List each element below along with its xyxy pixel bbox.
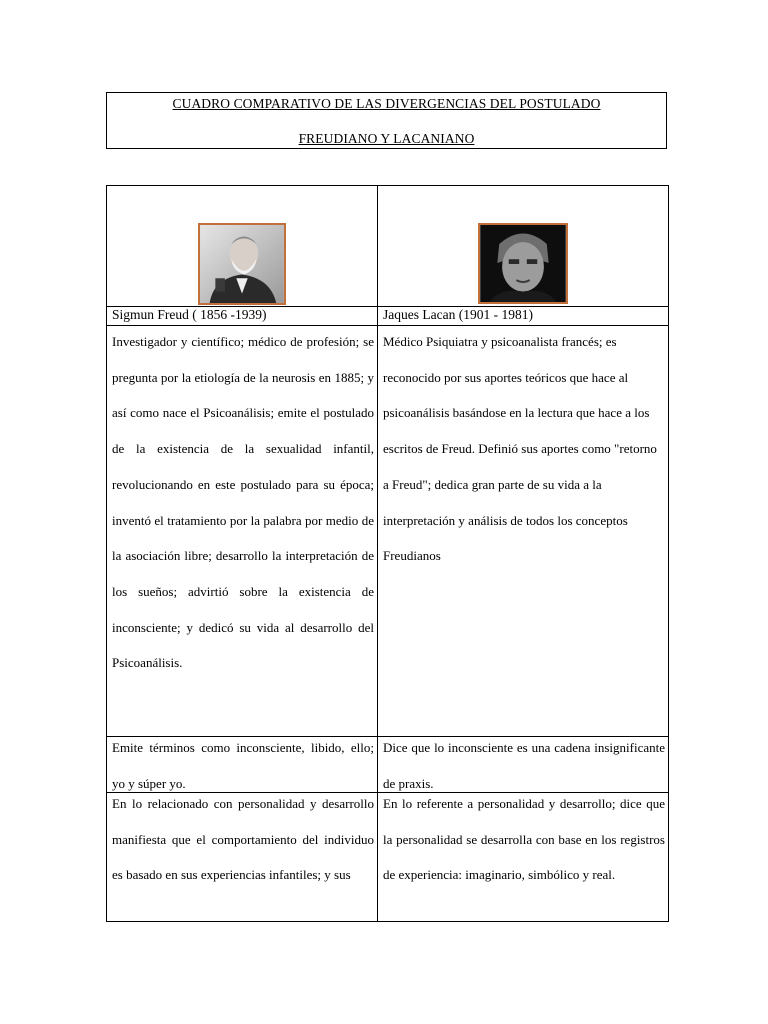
lacan-portrait bbox=[478, 223, 568, 304]
lacan-portrait-image bbox=[480, 225, 566, 302]
title-box bbox=[106, 92, 667, 149]
title-line-1: CUADRO COMPARATIVO DE LAS DIVERGENCIAS DEL POSTULADO bbox=[172, 96, 601, 111]
lacan-row-3-text: En lo referente a personalidad y desarrollo; dice que la personalidad se desarrolla con base en los registros de experiencia: imaginario, simbólico y real. bbox=[383, 796, 665, 883]
freud-row-1 bbox=[112, 324, 374, 681]
freud-header: Sigmun Freud ( 1856 -1939) bbox=[112, 307, 267, 322]
title-line-2: FREUDIANO Y LACANIANO bbox=[298, 131, 475, 146]
lacan-header: Jaques Lacan (1901 - 1981) bbox=[383, 307, 533, 322]
lacan-row-3 bbox=[383, 786, 665, 893]
lacan-row-1 bbox=[383, 324, 665, 574]
lacan-row-1-text: Médico Psiquiatra y psicoanalista francés; es reconocido por sus aportes teóricos que hace al psicoanálisis basándose en la lectura que hace a los escritos de Freud. Definió sus aportes como "retorno a Freud"; dedica gran parte de su vida a la interpretación y análisis de todos los conceptos Freudianos bbox=[383, 334, 657, 564]
freud-portrait-image bbox=[200, 225, 284, 303]
freud-row-2-text: Emite términos como inconsciente, libido, ello; yo y súper yo. bbox=[112, 740, 374, 791]
freud-row-3 bbox=[112, 786, 374, 893]
freud-row-3-text: En lo relacionado con personalidad y desarrollo manifiesta que el comportamiento del individuo es basado en sus experiencias infantiles; y sus bbox=[112, 796, 374, 883]
column-divider bbox=[377, 186, 378, 921]
comparison-table bbox=[106, 185, 669, 922]
freud-portrait bbox=[198, 223, 286, 305]
freud-row-1-text: Investigador y científico; médico de profesión; se pregunta por la etiología de la neurosis en 1885; y así como nace el Psicoanálisis; emite el postulado de la existencia de la sexualidad infantil, revolucionando en este postulado para su época; inventó el tratamiento por la palabra por medio de la asociación libre; desarrollo la interpretación de los sueños; advirtió sobre la existencia de inconsciente; y dedicó su vida al desarrollo del Psicoanálisis. bbox=[112, 334, 374, 671]
lacan-row-2-text: Dice que lo inconsciente es una cadena insignificante de praxis. bbox=[383, 740, 665, 791]
